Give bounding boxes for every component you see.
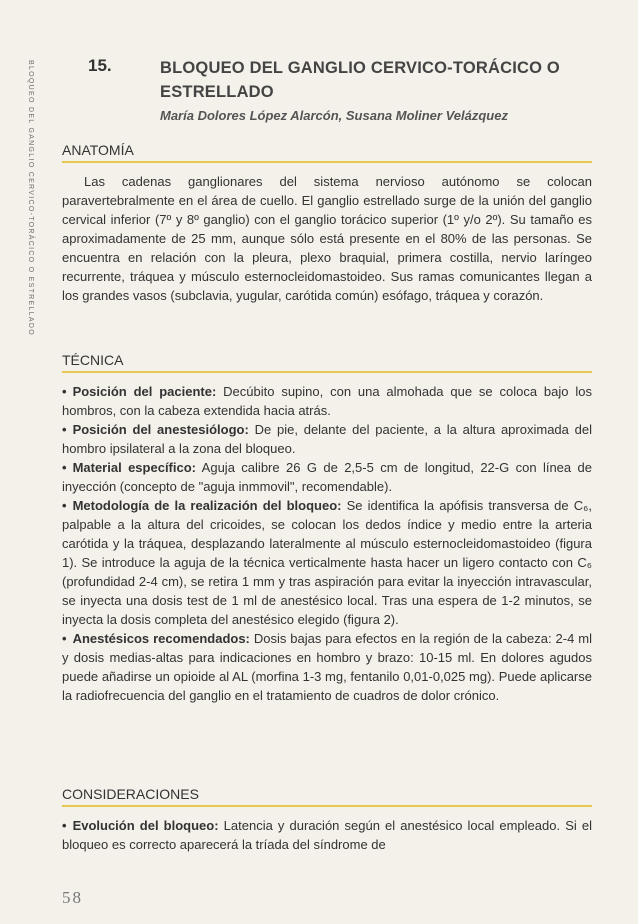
item-label: Anestésicos recomendados: bbox=[72, 631, 250, 646]
list-item: • Evolución del bloqueo: Latencia y duración según el anestésico local empleado. Si el bloqueo es correcto aparecerá la tríada del síndrome de bbox=[62, 818, 592, 852]
item-text: Se identifica la apófisis transversa de C₆, palpable a la altura del cricoides, se colocan los dedos índice y medio entre la arteria carótida y la tráquea, desplazando lateralmente al músculo esternocleidomastoideo (figura 1). Se introduce la aguja de la técnica verticalmente hasta hacer un ligero contacto con C₆ (profundidad 2-4 cm), se retira 1 mm y tras aspiración para evitar la inyección intravascular, se inyecta una dosis test de 1 ml de anestésico local. Tras una espera de 1-2 minutos, se inyecta la dosis completa del anestésico elegido (figura 2). bbox=[62, 498, 592, 627]
list-item: • Material específico: Aguja calibre 26 G de 2,5-5 cm de longitud, 22-G con línea de inyección (concepto de "aguja inmmovil", recomendable). bbox=[62, 460, 592, 494]
item-label: Metodología de la realización del bloqueo: bbox=[72, 498, 342, 513]
chapter-title: BLOQUEO DEL GANGLIO CERVICO-TORÁCICO O ESTRELLADO bbox=[160, 59, 560, 101]
chapter-authors: María Dolores López Alarcón, Susana Moliner Velázquez bbox=[160, 108, 508, 123]
tecnica-list bbox=[62, 382, 592, 705]
item-label: Material específico: bbox=[72, 460, 196, 475]
running-sidebar-title: BLOQUEO DEL GANGLIO CERVICO-TORÁCICO O ESTRELLADO bbox=[27, 60, 34, 336]
page-number: 58 bbox=[62, 888, 83, 907]
list-item: • Metodología de la realización del bloqueo: Se identifica la apófisis transversa de C₆, palpable a la altura del cricoides, se colocan los dedos índice y medio entre la arteria carótida y la tráquea, desplazando lateralmente al músculo esternocleidomastoideo (figura 1). Se introduce la aguja de la técnica verticalmente hasta hacer un ligero contacto con C₆ (profundidad 2-4 cm), se retira 1 mm y tras aspiración para evitar la inyección intravascular, se inyecta una dosis test de 1 ml de anestésico local. Tras una espera de 1-2 minutos, se inyecta la dosis completa del anestésico elegido (figura 2). bbox=[62, 498, 592, 627]
item-text: Aguja calibre 26 G de 2,5-5 cm de longitud, 22-G con línea de inyección (concepto de "aguja inmmovil", recomendable). bbox=[62, 460, 592, 494]
anatomia-text: Las cadenas ganglionares del sistema nervioso autónomo se colocan paravertebralmente en el área de cuello. El ganglio estrellado surge de la unión del ganglio cervical inferior (7º y 8º ganglio) con el ganglio torácico superior (1º y/o 2º). Su tamaño es aproximadamente de 25 mm, aunque sólo está presente en el 80% de las personas. Se encuentra en relación con la pleura, plexo braquial, primera costilla, nervio laríngeo recurrente, tráquea y músculo esternocleidomastoideo. Sus ramas comunicantes llegan a los grandes vasos (subclavia, yugular, carótida común) esófago, tráquea y corazón. bbox=[62, 174, 592, 303]
item-text: Decúbito supino, con una almohada que se coloca bajo los hombros, con la cabeza extendida hacia atrás. bbox=[62, 384, 592, 418]
list-item: • Anestésicos recomendados: Dosis bajas para efectos en la región de la cabeza: 2-4 ml y dosis medias-altas para indicaciones en hombro y brazo: 10-15 ml. En dolores agudos puede añadirse un opioide al AL (morfina 1-3 mg, fentanilo 0,01-0,025 mg). Puede aplicarse la radiofrecuencia del ganglio en el tratamiento de cuadros de dolor crónico. bbox=[62, 631, 592, 703]
item-text: Latencia y duración según el anestésico local empleado. Si el bloqueo es correcto aparecerá la tríada del síndrome de bbox=[62, 818, 592, 852]
consideraciones-list bbox=[62, 816, 592, 854]
item-label: Posición del paciente: bbox=[72, 384, 217, 399]
item-label: Evolución del bloqueo: bbox=[72, 818, 219, 833]
item-text: De pie, delante del paciente, a la altura aproximada del hombro ipsilateral a la zona del bloqueo. bbox=[62, 422, 592, 456]
list-item: • Posición del anestesiólogo: De pie, delante del paciente, a la altura aproximada del hombro ipsilateral a la zona del bloqueo. bbox=[62, 422, 592, 456]
chapter-number: 15. bbox=[88, 56, 112, 75]
anatomia-paragraph bbox=[62, 172, 592, 305]
list-item: • Posición del paciente: Decúbito supino, con una almohada que se coloca bajo los hombros, con la cabeza extendida hacia atrás. bbox=[62, 384, 592, 418]
item-text: Dosis bajas para efectos en la región de la cabeza: 2-4 ml y dosis medias-altas para indicaciones en hombro y brazo: 10-15 ml. En dolores agudos puede añadirse un opioide al AL (morfina 1-3 mg, fentanilo 0,01-0,025 mg). Puede aplicarse la radiofrecuencia del ganglio en el tratamiento de cuadros de dolor crónico. bbox=[62, 631, 592, 703]
section-heading-consideraciones: CONSIDERACIONES bbox=[62, 786, 592, 807]
section-heading-tecnica: TÉCNICA bbox=[62, 352, 592, 373]
item-label: Posición del anestesiólogo: bbox=[72, 422, 249, 437]
section-heading-anatomia: ANATOMÍA bbox=[62, 142, 592, 163]
